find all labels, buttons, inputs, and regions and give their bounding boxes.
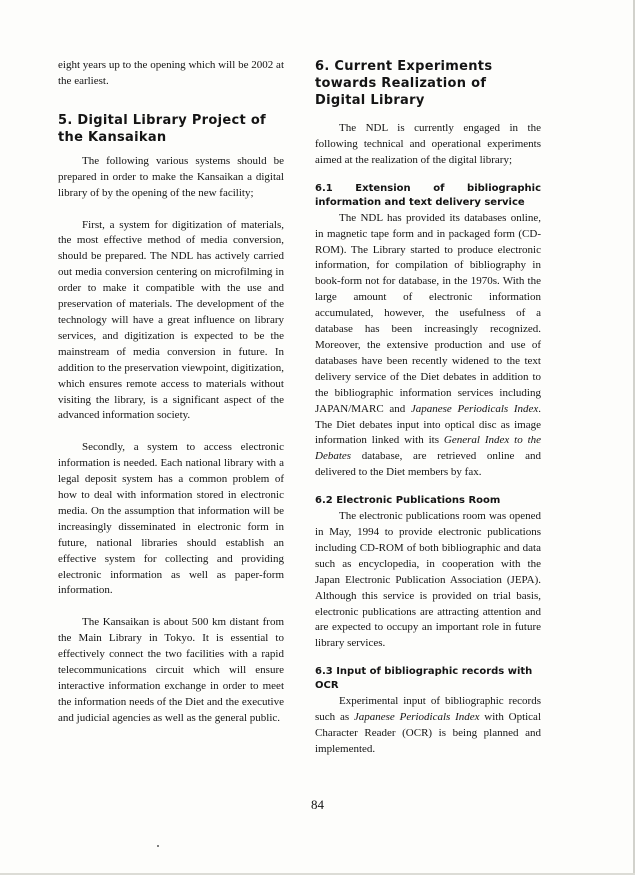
s61-italic-general-index: General Index to the Debates bbox=[315, 434, 542, 463]
subsection-6-1-heading: 6.1 Extension of bibliographic information and text delivery service bbox=[315, 182, 541, 208]
section-6-heading: 6. Current Experiments towards Realization of Digital Library bbox=[315, 59, 493, 108]
left-column bbox=[58, 58, 284, 727]
s63-italic-periodicals-index: Japanese Periodicals Index bbox=[353, 711, 480, 724]
s61-text-b: . The Diet debates input into optical disc as image information linked with its bbox=[315, 402, 541, 447]
s61-text-a: The NDL has provided its databases online, in magnetic tape form and in packaged form (CD-ROM). The Library started to produce electronic information, for compilation of bibliography in book-form not for database, in the 1970s. With the large amount of electronic information accumulated, however, the usefulness of a database has been increasingly recognized. Moreover, the extensive production and use of databases have been recently widened to the text delivery service of the Diet debates in addition to the bibliographic information services including JAPAN/MARC and bbox=[315, 211, 541, 415]
section-5-paragraph-2: First, a system for digitization of materials, the most effective method of media conversion, should be prepared. The NDL has actively carried out media conversion centering on microfilming in order to make it compatible with the use and preservation of materials. The development of the technology will have a great influence on library services, and digitization is expected to be the mainstream of media conversion in future. In addition to the preservation viewpoint, digitization, which ensures remote access to materials without visiting the library, is a significant aspect of the advanced information society. bbox=[58, 218, 284, 422]
subsection-6-2-heading: 6.2 Electronic Publications Room bbox=[315, 495, 501, 507]
scan-speck bbox=[157, 845, 159, 847]
s63-text-b: with Optical Character Reader (OCR) is being planned and implemented. bbox=[315, 711, 542, 755]
s61-italic-periodicals-index: Japanese Periodicals Index bbox=[410, 402, 539, 415]
section-5-paragraph-1: The following various systems should be prepared in order to make the Kansaikan a digital library of by the opening of the new facility; bbox=[58, 154, 284, 199]
right-column bbox=[315, 58, 541, 758]
subsection-6-2-paragraph: The electronic publications room was opened in May, 1994 to provide electronic publications including CD-ROM of both bibliographic and data such as encyclopedia, in cooperation with the Japan Electronic Publication Association (JEPA). Although this service is provided on trial basis, electronic publications are attracting attention and are expected to occupy an important role in future library services. bbox=[315, 510, 541, 650]
section-5-paragraph-4: The Kansaikan is about 500 km distant from the Main Library in Tokyo. It is essential to effectively connect the two facilities with a rapid telecommunications circuit which will ensure interactive information exchange in order to meet the information needs of the Diet and the executive and judicial agencies as well as the general public. bbox=[58, 616, 284, 724]
page-number: 84 bbox=[311, 797, 324, 812]
s61-text-c: database, are retrieved online and delivered to the Diet members by fax. bbox=[315, 450, 541, 479]
subsection-6-1-paragraph bbox=[315, 211, 541, 481]
intro-paragraph: eight years up to the opening which will be 2002 at the earliest. bbox=[58, 59, 284, 87]
section-5-paragraph-3: Secondly, a system to access electronic information is needed. Each national library with a legal deposit system has a common problem of how to deal with information stored in electronic media. On the assumption that information will be increasingly disseminated in electronic form in future, national libraries should establish an effective system for collecting and providing electronic information as well as paper-form information. bbox=[58, 441, 284, 597]
section-5-heading: 5. Digital Library Project of the Kansaikan bbox=[58, 112, 267, 145]
section-6-intro-paragraph: The NDL is currently engaged in the following technical and operational experiments aimed at the realization of the digital library; bbox=[315, 122, 541, 166]
s63-text-a: Experimental input of bibliographic records such as bbox=[315, 695, 541, 724]
subsection-6-3-heading: 6.3 Input of bibliographic records with OCR bbox=[315, 666, 533, 692]
subsection-6-3-paragraph bbox=[315, 694, 541, 758]
